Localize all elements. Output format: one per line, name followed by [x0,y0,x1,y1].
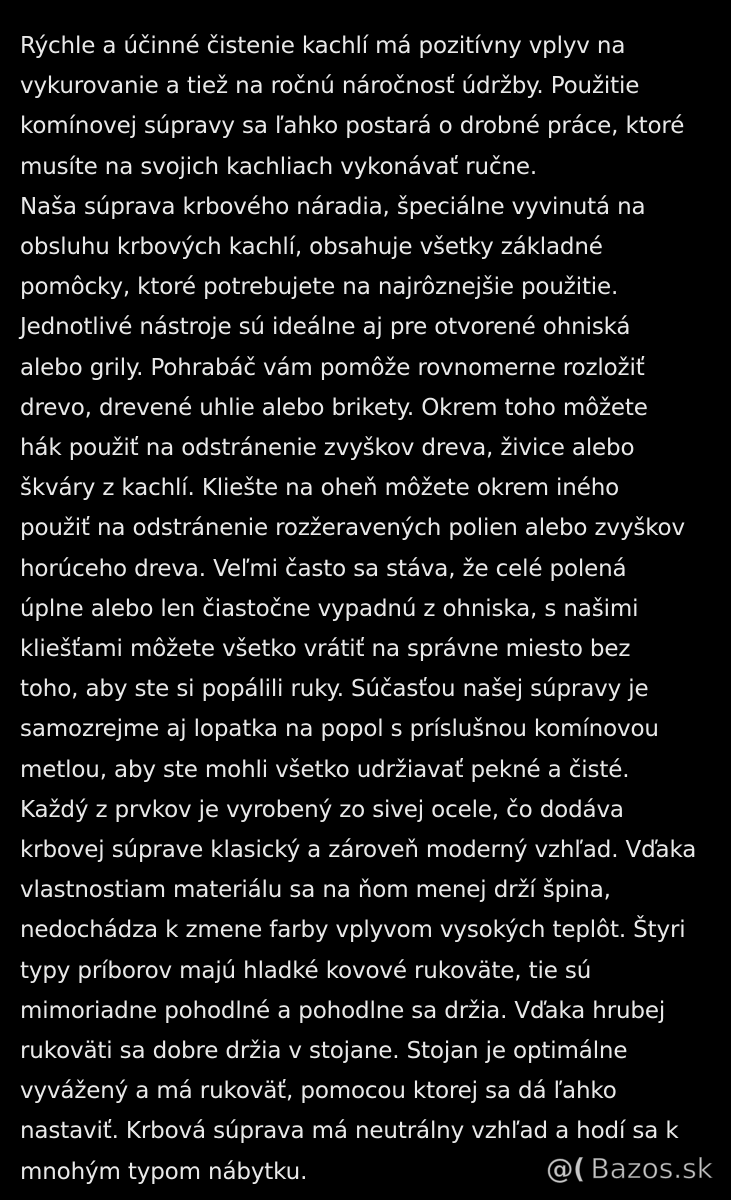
text-line: použiť na odstránenie rozžeravených polien alebo zvyškov [20,515,685,542]
text-line: alebo grily. Pohrabáč vám pomôže rovnomerne rozložiť [20,354,645,381]
text-line: nastaviť. Krbová súprava má neutrálny vzhľad a hodí sa k [20,1118,679,1145]
text-line: Jednotlivé nástroje sú ideálne aj pre otvorené ohniská [20,314,631,341]
text-line: vlastnostiam materiálu sa na ňom menej drží špina, [20,877,611,904]
bazos-watermark [546,1148,713,1188]
text-line: mimoriadne pohodlné a pohodlne sa držia. Vďaka hrubej [20,997,666,1024]
text-line: vykurovanie a tiež na ročnú náročnosť údržby. Použitie [20,73,640,100]
text-line: Každý z prvkov je vyrobený zo sivej ocele, čo dodáva [20,796,624,823]
description-text [20,26,720,1192]
text-line: krbovej súprave klasický a zároveň moderný vzhľad. Vďaka [20,837,697,864]
watermark-text: Bazos.sk [590,1151,713,1185]
text-line: Rýchle a účinné čistenie kachlí má pozitívny vplyv na [20,33,626,59]
text-line: musíte na svojich kachliach vykonávať ručne. [20,153,538,180]
text-line: obsluhu krbových kachlí, obsahuje všetky základné [20,234,603,261]
text-line: samozrejme aj lopatka na popol s príslušnou komínovou [20,716,659,743]
text-line: metlou, aby ste mohli všetko udržiavať pekné a čisté. [20,756,630,783]
text-line: škváry z kachlí. Kliešte na oheň môžete okrem iného [20,475,620,502]
text-line: komínovej súpravy sa ľahko postará o drobné práce, ktoré [20,113,685,140]
text-line: typy príborov majú hladké kovové rukoväte, tie sú [20,957,592,984]
text-line: drevo, drevené uhlie alebo brikety. Okrem toho môžete [20,394,648,421]
text-line: mnohým typom nábytku. [20,1158,308,1185]
text-line: toho, aby ste si popálili ruky. Súčasťou našej súpravy je [20,676,649,703]
text-line: Naša súprava krbového náradia, špeciálne vyvinutá na [20,193,646,220]
text-line: pomôcky, ktoré potrebujete na najrôznejšie použitie. [20,274,619,301]
text-line: kliešťami môžete všetko vrátiť na správne miesto bez [20,636,631,663]
bazos-logo-icon: @( [545,1151,585,1185]
text-line: horúceho dreva. Veľmi často sa stáva, že celé polená [20,555,627,582]
text-line: rukoväti sa dobre držia v stojane. Stojan je optimálne [20,1038,628,1065]
text-line: hák použiť na odstránenie zvyškov dreva, živice alebo [20,435,635,462]
text-line: úplne alebo len čiastočne vypadnú z ohniska, s našimi [20,595,639,622]
text-line: vyvážený a má rukoväť, pomocou ktorej sa dá ľahko [20,1078,617,1105]
text-line: nedochádza k zmene farby vplyvom vysokých teplôt. Štyri [20,917,686,944]
